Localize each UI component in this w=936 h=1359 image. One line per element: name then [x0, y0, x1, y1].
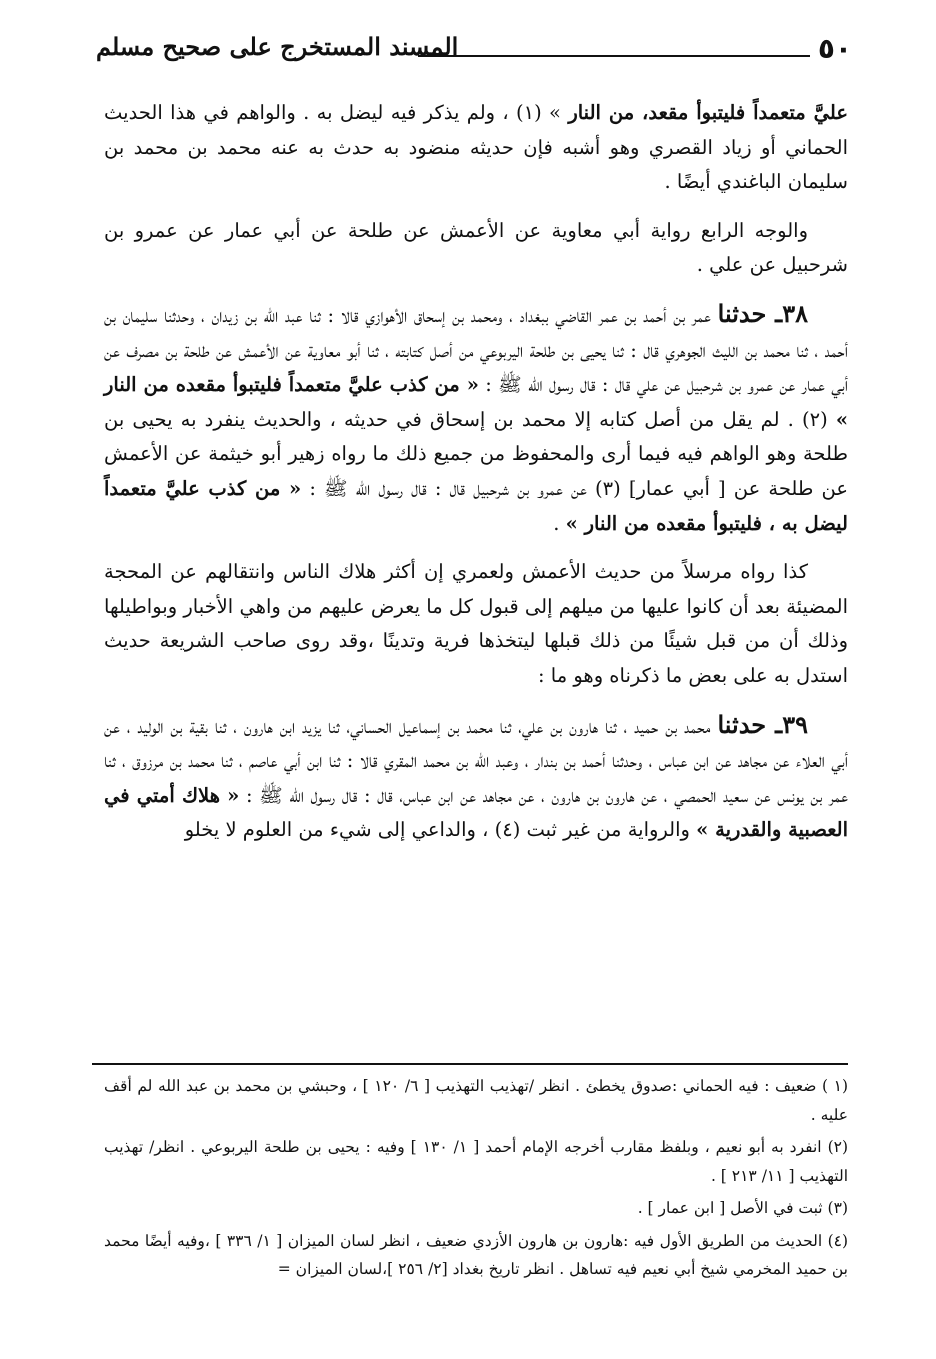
paragraph-commentary	[104, 555, 848, 693]
isnad-text: محمد بن حميد ، ثنا هارون بن علي، ثنا محمد بن إسماعيل الحساني، ثنا يزيد ابن هارون ، ثنا بقية بن الوليد ، عن أبي العلاء عن مجاهد عن ابن عباس ، وحدثنا أحمد بن بندار ، وعبد الله بن محمد المقري قالا : ثنا ابن أبي عاصم ، ثنا محمد بن مرزوق ، ثنا عمر بن يونس عن سعيد الحمصي ، عن هارون بن هارون ، عن مجاهد عن ابن عباس، قال : قال رسول الله ﷺ :	[104, 714, 849, 807]
footnotes	[104, 1072, 848, 1288]
hadith-number: ٣٩ـ حدثنا	[717, 709, 808, 739]
hadith-quote: « هلاك أمتي في العصبية والقدرية »	[104, 783, 848, 842]
hadith-39	[104, 708, 848, 848]
footnote-2: (٢) انفرد به أبو نعيم ، وبلفظ مقارب أخرجه الإمام أحمد [ ١/ ١٣٠ ] وفيه : يحيى بن طلحة اليربوعي . انظر/ تهذيب التهذيب [ ١١/ ٢١٣ ] .	[104, 1138, 849, 1185]
paragraph-fourth-route	[104, 214, 848, 283]
commentary-text: والرواية من غير ثبت (٤) ، والداعي إلى شيء من العلوم لا يخلو	[184, 818, 690, 842]
footnote-3: (٣) ثبت في الأصل [ ابن عمار ] .	[637, 1199, 848, 1217]
paragraph-text: » (١) ، ولم يذكر فيه ليضل به . والواهم في هذا الحديث الحماني أو زياد القصري وهو أشبه فإن حديثه منضود به حدث به عنه محمد بن محمد بن سليمان الباغندي أيضًا .	[104, 101, 848, 194]
paragraph-text: كذا رواه مرسلاً من حديث الأعمش ولعمري إن أكثر هلاك الناس وانتقالهم عن المحجة المضيئة بعد أن كانوا عليها من ميلهم إلى قبول كل ما يعرض عليهم من واهي الأخبار وبواطيلها وذلك أن من قبل شيئًا من ذلك قبلها ليتخذها فرية وتدينًا ،وقد روى صاحب الشريعة حديث استدل به على بعض ما ذكرناه وهو ما :	[104, 560, 848, 687]
page-header	[96, 28, 852, 76]
running-title: المسند المستخرج على صحيح مسلم	[96, 32, 459, 61]
paragraph-text: والوجه الرابع رواية أبي معاوية عن الأعمش عن طلحة عن أبي عمار عن عمرو بن شرحبيل عن علي .	[104, 218, 848, 277]
hadith-quote: عليَّ متعمداً فليتبوأ مقعد، من النار	[568, 101, 848, 124]
main-text	[104, 96, 848, 862]
page-number: ٥٠	[817, 32, 852, 65]
commentary-text: (٢) . لم يقل من أصل كتابه إلا محمد بن إسحاق في حديثه ، والحديث ينفرد به يحيى بن طلحة وهو الواهم فيه فيما أرى والمحفوظ من جميع ذلك ما رواه زهير أبو خيثمة عن الأعمش عن طلحة عن [ أبي عمار] (٣) عن عمرو بن شرحبيل قال : قال رسول الله ﷺ :	[104, 407, 849, 500]
footnote-1: (١ ) ضعيف : فيه الحماني :صدوق يخطئ . انظر /تهذيب التهذيب [ ٦/ ١٢٠ ] ، وحبشي بن محمد بن عبد الله لم أقف عليه .	[104, 1077, 848, 1124]
isnad-text: عمر بن أحمد بن عمر القاضي ببغداد ، ومحمد بن إسحاق الأهوازي قالا : ثنا عبد الله بن زيدان ، وحدثنا سليمان بن أحمد ، ثنا محمد بن الليث الجوهري قال : ثنا يحيى بن طلحة اليربوعي من أصل كتابته ، ثنا أبو معاوية عن الأعمش عن طلحة بن مصرف عن أبي عمار عن عمرو بن شرحبيل عن علي قال : قال رسول الله ﷺ :	[104, 303, 849, 397]
sentence-end: .	[553, 511, 560, 535]
hadith-38	[104, 297, 848, 541]
footnote-4: (٤) الحديث من الطريق الأول فيه :هارون بن هارون الأزدي ضعيف ، انظر لسان الميزان [ ١/ ٣٣٦ ] ،وفيه أيضًا محمد بن حميد المخرمي شيخ أبي نعيم فيه تساهل . انظر تاريخ بغداد [٢/ ٢٥٦ ]،لسان الميزان =	[104, 1231, 849, 1278]
hadith-quote: « من كذب عليَّ متعمداً ليضل به ، فليتبوأ مقعده من النار »	[104, 476, 848, 535]
hadith-number: ٣٨ـ حدثنا	[717, 298, 808, 328]
footnote-rule	[92, 1063, 848, 1065]
header-rule	[418, 55, 810, 57]
hadith-quote: « من كذب عليَّ متعمداً فليتبوأ مقعده من النار »	[104, 373, 849, 431]
paragraph-continuation	[104, 96, 848, 200]
